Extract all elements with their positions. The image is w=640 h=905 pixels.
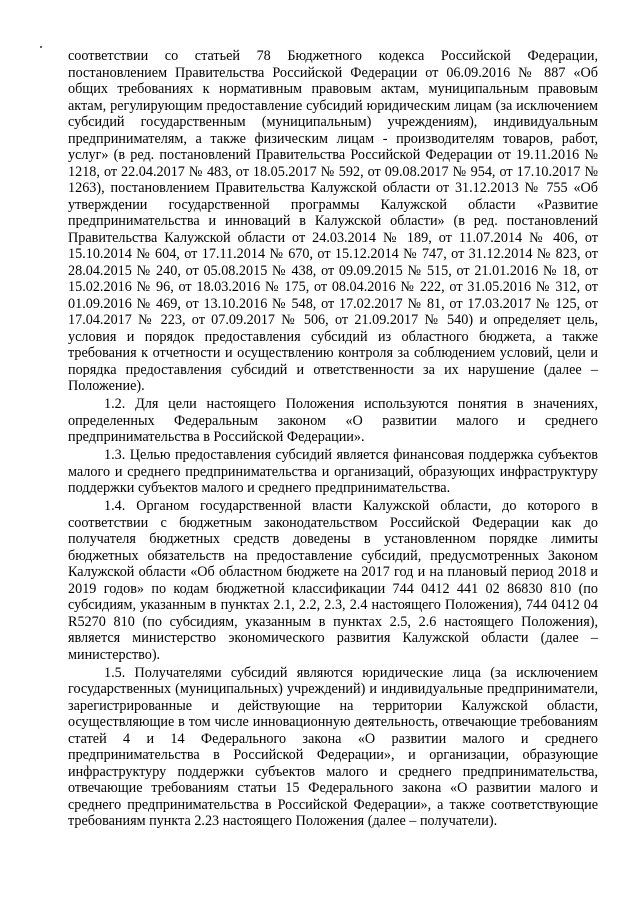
paragraph-1-1-continuation: соответствии со статьей 78 Бюджетного кодекса Российской Федерации, постановлением Правительства Российской Федерации от 06.09.2016 № 887 «Об общих требованиях к нормативным правовым актам, муниципальным правовым актам, регулирующим предоставление субсидий юридическим лицам (за исключением субсидий государственным (муниципальным) учреждениям), индивидуальным предпринимателям, а также физическим лицам - производителям товаров, работ, услуг» (в ред. постановлений Правительства Российской Федерации от 19.11.2016 № 1218, от 22.04.2017 № 483, от 18.05.2017 № 592, от 09.08.2017 № 954, от 17.10.2017 № 1263), постановлением Правительства Калужской области от 31.12.2013 № 755 «Об утверждении государственной программы Калужской области «Развитие предпринимательства и инноваций в Калужской области» (в ред. постановлений Правительства Калужской области от 24.03.2014 № 189, от 11.07.2014 № 406, от 15.10.2014 № 604, от 17.11.2014 № 670, от 15.12.2014 № 747, от 31.12.2014 № 823, от 28.04.2015 № 240, от 05.08.2015 № 438, от 09.09.2015 № 515, от 21.01.2016 № 18, от 15.02.2016 № 96, от 18.03.2016 № 175, от 08.04.2016 № 222, от 31.05.2016 № 312, от 01.09.2016 № 469, от 13.10.2016 № 548, от 17.02.2017 № 81, от 17.03.2017 № 125, от 17.04.2017 № 223, от 07.09.2017 № 506, от 21.09.2017 № 540) и определяет цель, условия и порядок предоставления субсидий из областного бюджета, а также требования к отчетности и осуществлению контроля за соблюдением условий, цели и порядка предоставления субсидий и ответственности за их нарушение (далее – Положение). bbox=[68, 48, 598, 394]
paragraph-1-2: 1.2. Для цели настоящего Положения используются понятия в значениях, определенных Федеральным законом «О развитии малого и среднего предпринимательства в Российской Федерации». bbox=[68, 396, 598, 445]
paragraph-1-4: 1.4. Органом государственной власти Калужской области, до которого в соответствии с бюджетным законодательством Российской Федерации как до получателя бюджетных средств доведены в установленном порядке лимиты бюджетных обязательств на предоставление субсидий, предусмотренных Законом Калужской области «Об областном бюджете на 2017 год и на плановый период 2018 и 2019 годов» по кодам бюджетной классификации 744 0412 441 02 86830 810 (по субсидиям, указанным в пунктах 2.1, 2.2, 2.3, 2.4 настоящего Положения), 744 0412 04 R5270 810 (по субсидиям, указанным в пунктах 2.5, 2.6 настоящего Положения), является министерство экономического развития Калужской области (далее – министерство). bbox=[68, 498, 598, 663]
scan-speck bbox=[40, 46, 42, 48]
paragraph-1-5: 1.5. Получателями субсидий являются юридические лица (за исключением государственных (муниципальных) учреждений) и индивидуальные предприниматели, зарегистрированные и действующие на территории Калужской области, осуществляющие в том числе инновационную деятельность, отвечающие требованиям статей 4 и 14 Федерального закона «О развитии малого и среднего предпринимательства в Российской Федерации», и организации, образующие инфраструктуру поддержки субъектов малого и среднего предпринимательства, отвечающие требованиям статьи 15 Федерального закона «О развитии малого и среднего предпринимательства в Российской Федерации», а также соответствующие требованиям пункта 2.23 настоящего Положения (далее – получатели). bbox=[68, 664, 598, 829]
document-body bbox=[68, 48, 598, 831]
paragraph-1-3: 1.3. Целью предоставления субсидий является финансовая поддержка субъектов малого и среднего предпринимательства и организаций, образующих инфраструктуру поддержки субъектов малого и среднего предпринимательства. bbox=[68, 447, 598, 496]
